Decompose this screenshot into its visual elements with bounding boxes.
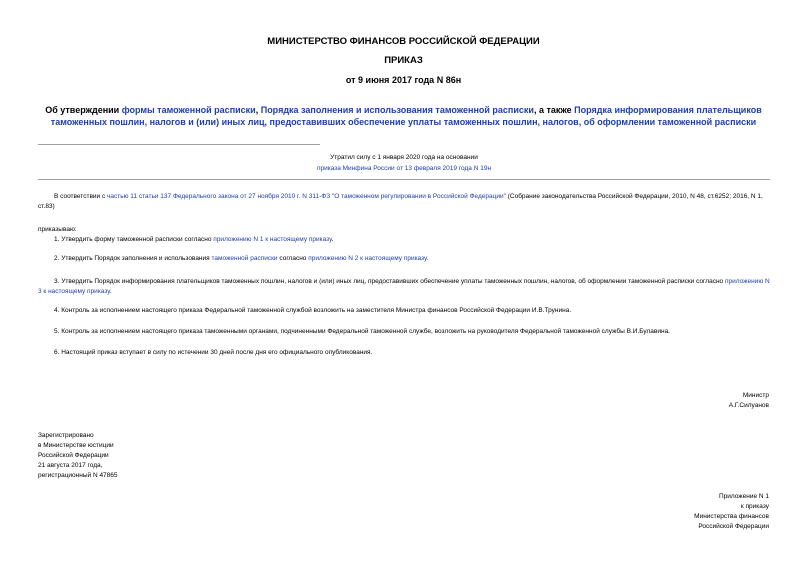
- signature-name: А.Г.Силуанов: [728, 402, 769, 409]
- registration-number: регистрационный N 47865: [38, 472, 118, 479]
- appendix-line-4: Российской Федерации: [698, 523, 769, 530]
- clause-2: [38, 254, 770, 264]
- intro-text-a: В соответствии с: [54, 193, 108, 200]
- order-heading: ПРИКАЗ: [384, 55, 423, 66]
- clause-1: [38, 235, 770, 245]
- clause-2-end: .: [426, 255, 429, 262]
- divider-long: [38, 179, 770, 180]
- registration-date: 21 августа 2017 года,: [38, 462, 103, 469]
- divider-short: [38, 144, 320, 145]
- ministry-heading: МИНИСТЕРСТВО ФИНАНСОВ РОССИЙСКОЙ ФЕДЕРАЦИИ: [267, 36, 540, 47]
- registration-line-2: в Министерстве юстиции: [38, 442, 114, 449]
- clause-3-end: .: [109, 288, 112, 295]
- registration-line-1: Зарегистрировано: [38, 432, 94, 439]
- intro-law-link[interactable]: частью 11 статьи 137 Федерального закона от 27 ноября 2010 г. N 311-ФЗ "О таможенном регулировании в Российской Федерации": [107, 193, 506, 200]
- document-title: [40, 104, 767, 128]
- appendix-line-2: к приказу: [740, 503, 769, 510]
- title-link-form[interactable]: формы таможенной расписки: [121, 105, 256, 115]
- appendix-2-link[interactable]: приложению N 2 к настоящему приказу: [308, 255, 427, 262]
- status-note-link-line: [38, 164, 770, 174]
- clause-1-text: 1. Утвердить форму таможенной расписки согласно: [54, 236, 214, 243]
- status-link[interactable]: приказа Минфина России от 13 февраля 2019 года N 19н: [316, 165, 492, 172]
- clause-3: [38, 277, 770, 297]
- title-link-procedure-inform[interactable]: Порядка информирования плательщиков таможенных пошлин, налогов и (или) иных лиц, предоставивших обеспечение уплаты таможенных пошлин, налогов, об оформлении таможенной расписки: [50, 105, 762, 127]
- registration-line-3: Российской Федерации: [38, 452, 109, 459]
- intro-paragraph: [38, 192, 770, 212]
- title-link-procedure-fill[interactable]: Порядка заполнения и использования таможенной расписки: [260, 105, 534, 115]
- appendix-3-link[interactable]: приложению N 3 к настоящему приказу: [38, 278, 770, 295]
- status-note: Утратил силу с 1 января 2020 года на основании: [330, 154, 478, 161]
- intro-text-b: (Собрание законодательства Российской Федерации, 2010, N 48, ст.6252; 2016, N 1, ст.83): [38, 193, 763, 210]
- clause-6: 6. Настоящий приказ вступает в силу по истечении 30 дней после дня его официального опубликования.: [54, 349, 373, 356]
- order-date: от 9 июня 2017 года N 86н: [345, 75, 462, 85]
- title-text-3: , а также: [533, 105, 575, 115]
- appendix-line-3: Министерства финансов: [694, 513, 769, 520]
- receipt-link[interactable]: таможенной расписки: [211, 255, 278, 262]
- clause-3-text: 3. Утвердить Порядок информирования плательщиков таможенных пошлин, налогов и (или) иных лиц, предоставивших обеспечение уплаты таможенных пошлин, налогов, об оформлении таможенной расписки согласно: [54, 278, 725, 285]
- clause-5: 5. Контроль за исполнением настоящего приказа таможенными органами, подчиненными Федеральной таможенной службе, возложить на руководителя Федеральной таможенной службы В.И.Булавина.: [54, 328, 670, 335]
- clause-4: 4. Контроль за исполнением настоящего приказа Федеральной таможенной службой возложить на заместителя Министра финансов Российской Федерации И.В.Трунина.: [54, 307, 572, 314]
- clause-1-end: .: [331, 236, 334, 243]
- order-word: приказываю:: [38, 226, 77, 233]
- appendix-1-link[interactable]: приложению N 1 к настоящему приказу: [213, 236, 332, 243]
- clause-2-text-b: согласно: [277, 255, 309, 262]
- title-text-1: Об утверждении: [45, 105, 122, 115]
- title-text-2: ,: [255, 105, 261, 115]
- appendix-heading: Приложение N 1: [718, 493, 769, 500]
- signature-position: Министр: [742, 392, 769, 399]
- clause-2-text-a: 2. Утвердить Порядок заполнения и использования: [54, 255, 212, 262]
